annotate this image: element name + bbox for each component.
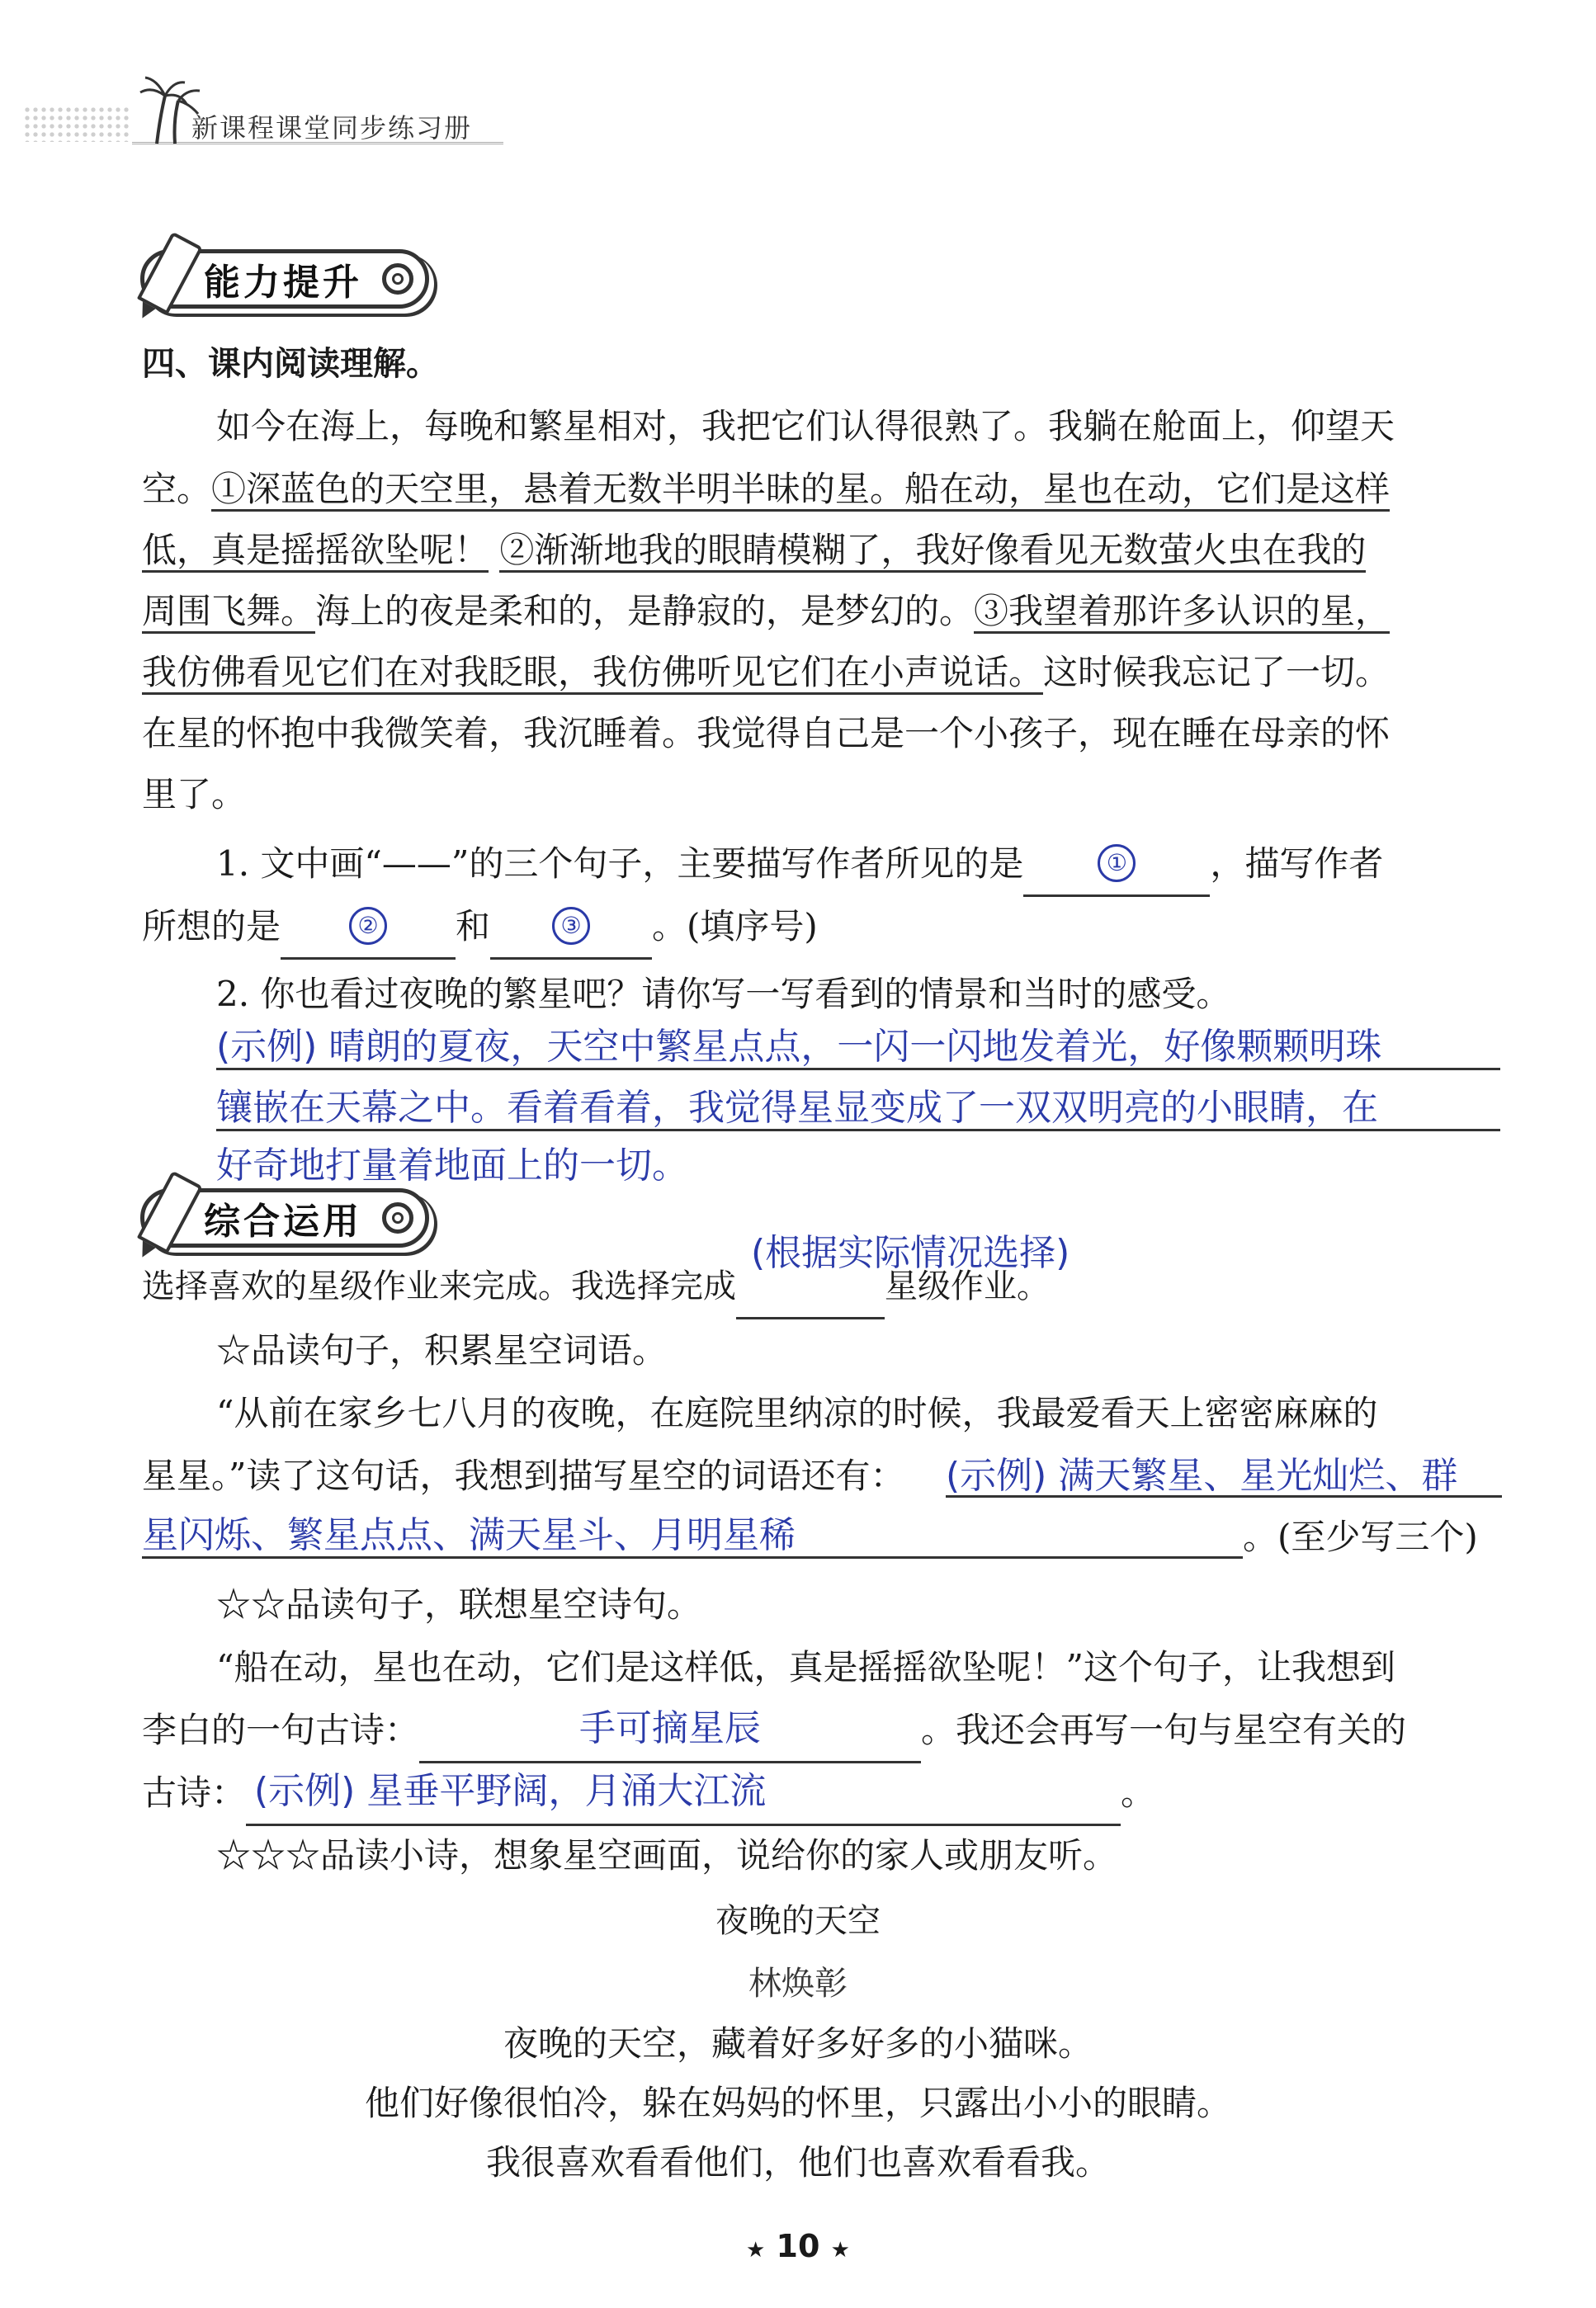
star2-text: 古诗： (示例) 星垂平野阔，月涌大江流 。	[142, 1763, 1155, 1826]
question-1: 1. 文中画“——”的三个句子，主要描写作者所见的是 ① ，描写作者	[216, 833, 1383, 897]
pencil-icon	[137, 1171, 203, 1254]
underlined-sentence-1-end: 低，真是摇摇欲坠呢！	[142, 530, 489, 573]
underlined-sentence-3-end: 我仿佛看见它们在对我眨眼，我仿佛听见它们在小声说话。	[142, 652, 1043, 695]
sentence-number: ①	[211, 469, 247, 509]
answer-line[interactable]: 星闪烁、繁星点点、满天星斗、月明星稀	[142, 1505, 1243, 1559]
star-icon: ★	[746, 2238, 766, 2263]
passage-line: 在星的怀抱中我微笑着，我沉睡着。我觉得自己是一个小孩子，现在睡在母亲的怀	[142, 713, 1391, 753]
underlined-sentence-3	[974, 591, 1390, 634]
passage-line: 如今在海上，每晚和繁星相对，我把它们认得很熟了。我躺在舱面上，仰望天	[216, 406, 1395, 446]
star1-note: 。(至少写三个)	[1243, 1517, 1478, 1557]
star-icon: ★	[830, 2238, 850, 2263]
underlined-sentence-1	[211, 469, 1390, 512]
section-title: 综合运用	[204, 1201, 362, 1243]
star2-text: 李白的一句古诗： 手可摘星辰 。我还会再写一句与星空有关的	[142, 1700, 1406, 1763]
star3-title: ☆☆☆品读小诗，想象星空画面，说给你的家人或朋友听。	[216, 1835, 1118, 1876]
star1-title: ☆品读句子，积累星空词语。	[216, 1330, 668, 1371]
question-2: 2. 你也看过夜晚的繁星吧？请你写一写看到的情景和当时的感受。	[216, 974, 1231, 1014]
star-choice-answer: (根据实际情况选择)	[751, 1232, 1070, 1274]
poem-line: 我很喜欢看看他们，他们也喜欢看看我。	[485, 2142, 1110, 2183]
poem-answer-blank[interactable]: 手可摘星辰	[419, 1700, 921, 1763]
star1-text: “从前在家乡七八月的夜晚，在庭院里纳凉的时候，我最爱看天上密密麻麻的	[216, 1393, 1378, 1433]
header-title: 新课程课堂同步练习册	[191, 112, 473, 144]
poem-answer-blank-2[interactable]: (示例) 星垂平野阔，月涌大江流	[246, 1763, 1121, 1826]
underlined-sentence-2	[499, 530, 1366, 573]
answer-line[interactable]: (示例) 晴朗的夏夜，天空中繁星点点，一闪一闪地发着光，好像颗颗明珠	[216, 1017, 1500, 1070]
sentence-number: ③	[974, 591, 1009, 631]
answer-blank-2[interactable]	[281, 896, 456, 960]
answer-circled: ③	[552, 907, 590, 945]
star1-text: 星星。”读了这句话，我想到描写星空的词语还有：	[142, 1456, 905, 1496]
poem-line: 他们好像很怕冷，躲在妈妈的怀里，只露出小小的眼睛。	[364, 2083, 1231, 2123]
pencil-icon	[137, 232, 203, 315]
passage-text: 海上的夜是柔和的，是静寂的，是梦幻的。	[315, 591, 975, 631]
passage-line: 里了。	[142, 774, 247, 814]
answer-line[interactable]: 好奇地打量着地面上的一切。	[216, 1145, 688, 1187]
sentence-text: 我望着那许多认识的星，	[1008, 591, 1391, 631]
poem-line: 夜晚的天空，藏着好多好多的小猫咪。	[503, 2023, 1093, 2064]
passage-text: 这时候我忘记了一切。	[1043, 652, 1391, 692]
passage-line	[142, 520, 1366, 581]
passage-line	[142, 642, 1390, 703]
page-number: 10	[776, 2228, 820, 2264]
answer-line[interactable]: 镶嵌在天幕之中。看着看着，我觉得星显变成了一双双明亮的小眼睛，在	[216, 1078, 1500, 1131]
sentence-text: 深蓝色的天空里，悬着无数半明半昧的星。船在动，星也在动，它们是这样	[246, 469, 1391, 509]
passage-line	[142, 581, 1390, 642]
poem-author: 林焕彰	[748, 1965, 848, 2003]
underlined-sentence-2-end: 周围飞舞。	[142, 591, 315, 634]
answer-blank-3[interactable]	[490, 896, 652, 960]
page-number-footer	[0, 2228, 1596, 2264]
ring-icon	[382, 263, 413, 295]
star2-title: ☆☆品读句子，联想星空诗句。	[216, 1584, 702, 1625]
answer-circled: ②	[349, 907, 387, 945]
ring-icon	[382, 1202, 413, 1234]
question-1-cont: 所想的是 ② 和 ③ 。(填序号)	[142, 896, 818, 960]
section-title: 能力提升	[204, 262, 362, 304]
question-title: 四、课内阅读理解。	[142, 345, 439, 383]
star2-text: “船在动，星也在动，它们是这样低，真是摇摇欲坠呢！”这个句子，让我想到	[216, 1647, 1395, 1687]
sentence-number: ②	[499, 530, 535, 570]
star-level-blank[interactable]	[736, 1256, 885, 1319]
passage-text: 空。	[142, 469, 212, 509]
sentence-text: 渐渐地我的眼睛模糊了，我好像看见无数萤火虫在我的	[534, 530, 1367, 570]
section-banner-ability	[140, 249, 429, 309]
answer-line[interactable]: (示例) 满天繁星、星光灿烂、群	[946, 1446, 1502, 1498]
poem-title: 夜晚的天空	[715, 1902, 881, 1940]
passage-line	[142, 459, 1390, 520]
choose-line: 选择喜欢的星级作业来完成。我选择完成 星级作业。	[142, 1256, 1050, 1319]
section-banner-apply	[140, 1188, 429, 1248]
answer-circled: ①	[1098, 844, 1136, 882]
header-decoration	[23, 106, 130, 142]
answer-blank-1[interactable]	[1023, 833, 1210, 897]
